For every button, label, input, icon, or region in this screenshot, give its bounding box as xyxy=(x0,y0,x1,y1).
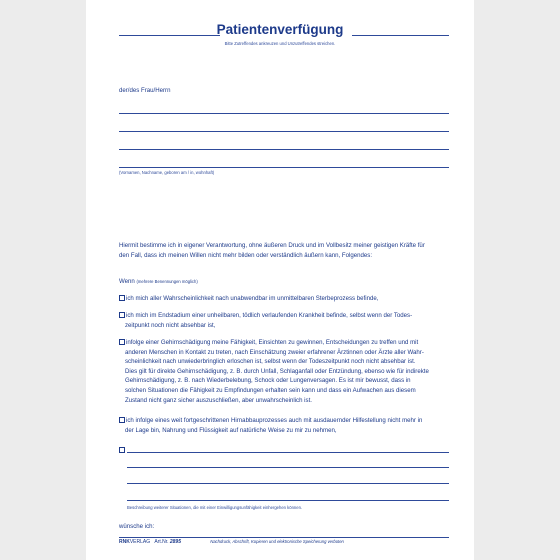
option-2 xyxy=(119,311,449,330)
person-line-1[interactable] xyxy=(119,113,449,114)
page-subtitle: Bitte Zutreffendes ankreuzen und Unzutreffendes streichen. xyxy=(224,41,336,46)
option-1-checkbox[interactable] xyxy=(119,295,125,301)
person-line-4[interactable] xyxy=(119,167,449,168)
option-3-line: Gehirnschädigung, z. B. nach Wiederbelebung, Schock oder Lungenversagen. Es ist mir bewusst, dass in xyxy=(125,377,411,385)
option-3-line: Zustand nicht ganz sicher auszuschließen, aber unwahrscheinlich ist. xyxy=(125,396,312,404)
person-label: der/des Frau/Herrn xyxy=(119,87,171,94)
option-2-line: ich mich im Endstadium einer unheilbaren, tödlich verlaufenden Krankheit befinde, selbst wenn der Todes- xyxy=(126,312,413,319)
option-2-line: zeitpunkt noch nicht absehbar ist, xyxy=(125,321,216,329)
footer-line xyxy=(119,537,449,538)
intro-line: den Fall, dass ich meinen Willen nicht mehr bilden oder verständlich äußern kann, Folgendes: xyxy=(119,251,373,259)
footer xyxy=(119,539,344,545)
other-caption: Beschreibung weiterer Situationen, die mit einer Einwilligungsunfähigkeit einhergehen können. xyxy=(127,505,303,510)
person-line-3[interactable] xyxy=(119,149,449,150)
person-caption: (Vornamen, Nachname, geboren am / in, wohnhaft) xyxy=(119,170,215,175)
title-line-right xyxy=(352,35,449,36)
other-line-4[interactable] xyxy=(127,500,449,501)
option-3-line: Dies gilt für direkte Gehirnschädigung, z. B. durch Unfall, Schlaganfall oder Entzündung, ebenso wie für indirekte xyxy=(125,367,429,375)
footer-brand-rest: VERLAG xyxy=(129,539,151,545)
option-3 xyxy=(119,338,449,405)
other-line-2[interactable] xyxy=(127,467,449,468)
footer-art-number: 2895 xyxy=(169,539,181,545)
option-4 xyxy=(119,416,449,435)
option-3-line: solchen Situationen die Fähigkeit zu Empfindungen erhalten sein kann und dass ein Aufwachen aus diesem xyxy=(125,386,416,394)
option-4-line: ich infolge eines weit fortgeschrittenen Hirnabbauprozesses auch mit ausdauernder Hilfestellung nicht mehr in xyxy=(126,417,423,424)
other-line-1[interactable] xyxy=(127,452,449,453)
option-2-checkbox[interactable] xyxy=(119,312,125,318)
footer-art-label: Art.Nr. xyxy=(154,539,169,545)
wenn-label: Wenn xyxy=(119,278,135,285)
person-line-2[interactable] xyxy=(119,131,449,132)
option-other-checkbox[interactable] xyxy=(119,447,125,453)
wenn-heading xyxy=(119,277,198,287)
option-1 xyxy=(119,294,449,304)
option-3-checkbox[interactable] xyxy=(119,339,125,345)
footer-notice: Nachdruck, Abschrift, Kopieren und elektronische Speicherung verboten xyxy=(210,539,344,544)
wish-label: wünsche ich: xyxy=(119,523,155,530)
option-3-line: anderen Menschen in Kontakt zu treten, nach Einschätzung zweier erfahrener Ärztinnen oder Ärzte aller Wahr- xyxy=(125,348,424,356)
option-3-line: scheinlichkeit nach unwiederbringlich erloschen ist, selbst wenn der Todeszeitpunkt noch nicht absehbar ist. xyxy=(125,358,416,366)
page-title: Patientenverfügung xyxy=(216,22,344,37)
option-other-checkbox-row xyxy=(119,446,126,456)
option-3-line: infolge einer Gehirnschädigung meine Fähigkeit, Einsichten zu gewinnen, Entscheidungen zu treffen und mit xyxy=(126,339,419,346)
intro-text xyxy=(119,241,449,260)
option-4-checkbox[interactable] xyxy=(119,417,125,423)
wenn-note: (mehrere Benennungen möglich) xyxy=(136,279,198,284)
option-1-text: ich mich aller Wahrscheinlichkeit nach unabwendbar im unmittelbaren Sterbeprozess befinde, xyxy=(126,295,379,302)
footer-brand: RNK xyxy=(119,539,130,545)
intro-line: Hiermit bestimme ich in eigener Verantwortung, ohne äußeren Druck und im Vollbesitz meiner geistigen Kräfte für xyxy=(119,242,425,249)
option-4-line: der Lage bin, Nahrung und Flüssigkeit auf natürliche Weise zu mir zu nehmen, xyxy=(125,426,337,434)
other-line-3[interactable] xyxy=(127,483,449,484)
